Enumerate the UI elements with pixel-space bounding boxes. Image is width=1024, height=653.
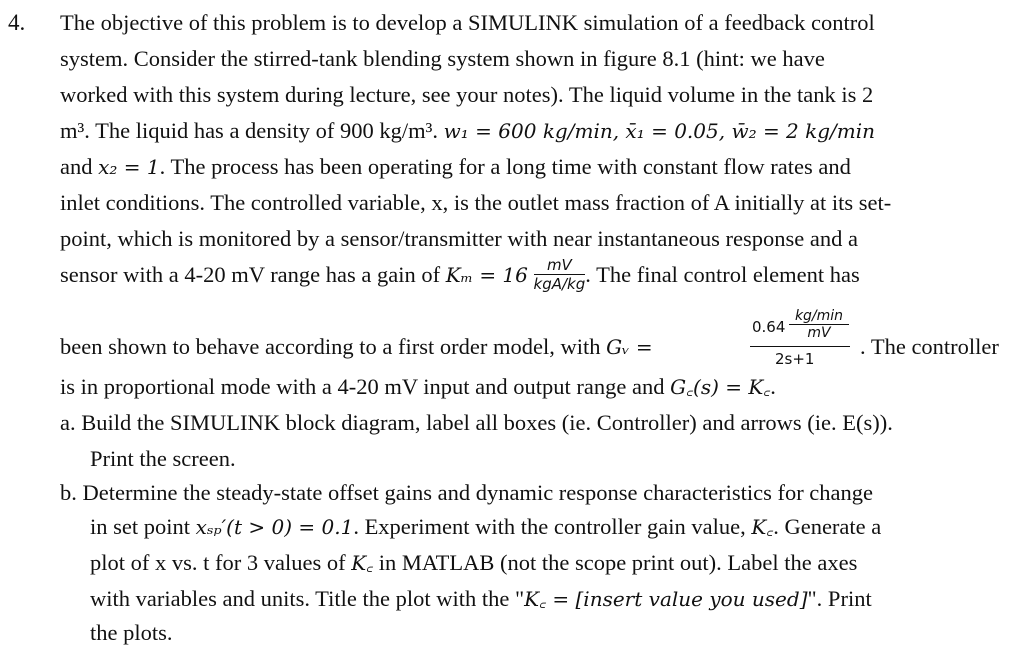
kc-math-1: K꜀ [751, 515, 774, 539]
part-b-line-5: the plots. [90, 620, 173, 645]
part-b-line-2-text-b: . Experiment with the controller gain value, [353, 514, 752, 539]
problem-line-9-tail: . The controller [860, 334, 999, 359]
gv-math: Gᵥ = [606, 335, 653, 359]
x2-math: x₂ = 1 [98, 155, 160, 179]
gv-inner-fraction [789, 308, 849, 341]
problem-line-7: point, which is monitored by a sensor/transmitter with near instantaneous response and a [60, 226, 858, 251]
part-b-line-3-text-b: in MATLAB (not the scope print out). Label the axes [373, 550, 858, 575]
part-b-line-3-text-a: plot of x vs. t for 3 values of [90, 550, 352, 575]
gv-denominator: 2s+1 [775, 350, 815, 368]
gv-inner-numerator: kg/min [789, 308, 849, 325]
part-b-line-4-text-a: with variables and units. Title the plot with the " [90, 586, 525, 611]
problem-line-2: system. Consider the stirred-tank blending system shown in figure 8.1 (hint: we have [60, 46, 825, 71]
part-b-line-1: b. Determine the steady-state offset gains and dynamic response characteristics for change [60, 480, 874, 505]
part-b-line-4 [90, 588, 872, 611]
kc-title-math: K꜀ = [insert value you used] [524, 587, 808, 611]
gv-main-bar [750, 346, 850, 347]
gv-inner-denominator: mV [807, 325, 831, 341]
gv-coefficient: 0.64 [752, 318, 786, 336]
km-units-fraction [534, 258, 586, 292]
problem-line-6: inlet conditions. The controlled variable, x, is the outlet mass fraction of A initially at its set- [60, 190, 892, 215]
problem-line-8-text-b: . The final control element has [585, 261, 860, 287]
problem-line-10-text-b: . [770, 374, 776, 399]
part-b-line-2-text-c: . Generate a [773, 514, 882, 539]
km-units-denominator: kgA/kg [533, 275, 586, 293]
problem-line-5-text-b: . The process has been operating for a long time with constant flow rates and [159, 154, 851, 179]
part-a-line-1: a. Build the SIMULINK block diagram, label all boxes (ie. Controller) and arrows (ie. E(s)). [60, 410, 893, 435]
km-units-numerator: mV [534, 258, 586, 275]
problem-number: 4. [8, 10, 26, 35]
problem-line-10-text-a: is in proportional mode with a 4-20 mV input and output range and [60, 374, 671, 399]
problem-line-10 [60, 376, 776, 399]
problem-line-5 [60, 156, 851, 179]
part-b-line-3 [90, 552, 857, 575]
problem-line-9 [60, 336, 653, 359]
part-b-line-2 [90, 516, 881, 539]
gc-math: G꜀(s) = K꜀ [670, 375, 771, 399]
km-math: Kₘ = 16 [445, 263, 528, 287]
problem-line-5-text-a: and [60, 154, 99, 179]
problem-line-1: The objective of this problem is to develop a SIMULINK simulation of a feedback control [60, 10, 875, 35]
part-b-line-4-text-b: ". Print [807, 586, 872, 611]
part-b-line-2-text-a: in set point [90, 514, 196, 539]
part-a-line-2: Print the screen. [90, 446, 236, 471]
flow-rates-math: w₁ = 600 kg/min, x̄₁ = 0.05, w̄₂ = 2 kg/min [443, 119, 876, 143]
problem-line-8-text-a: sensor with a 4-20 mV range has a gain of [60, 261, 446, 287]
problem-line-9-text-a: been shown to behave according to a first order model, with [60, 334, 607, 359]
problem-line-8 [60, 258, 860, 292]
problem-line-4-text: m³. The liquid has a density of 900 kg/m³. [60, 118, 444, 143]
problem-line-4 [60, 120, 875, 143]
setpoint-math: xₛₚ′(t > 0) = 0.1 [195, 515, 354, 539]
problem-line-3: worked with this system during lecture, see your notes). The liquid volume in the tank is 2 [60, 82, 874, 107]
kc-math-2: K꜀ [351, 551, 374, 575]
